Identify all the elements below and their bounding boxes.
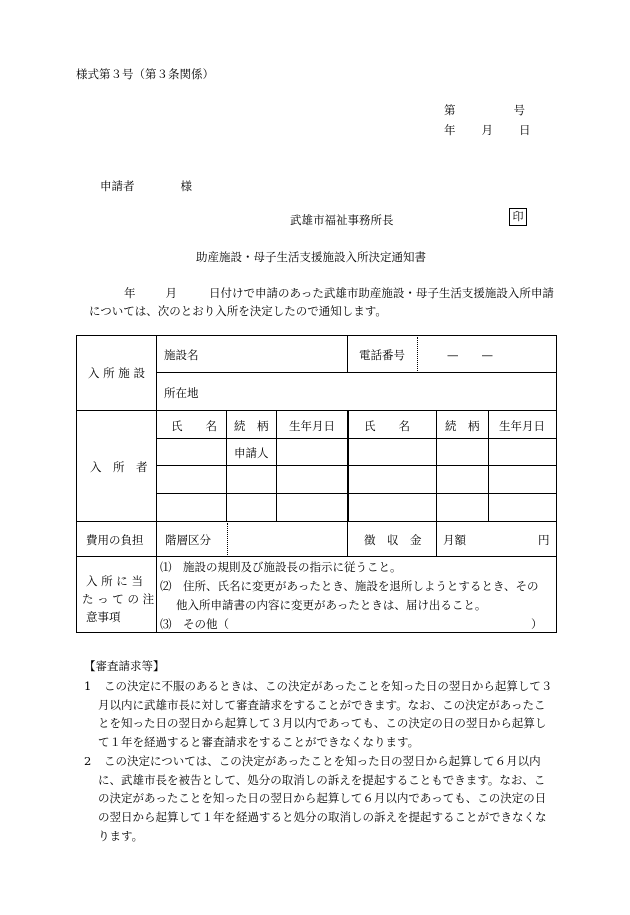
yen-unit: 円	[538, 533, 550, 547]
appeal-item-2-text: この決定については、この決定があったことを知った日の翌日から起算して６月以内に、武雄市長を被告として、処分の取消しの訴えを提起することもできます。なお、この決定があったことを知った日の翌日から起算して６月以内であっても、この決定の日の翌日から起算して１年を経過すると処分の取消しの訴えを提起することができなくなります。	[98, 754, 547, 843]
note-3: ⑶ その他（	[160, 617, 229, 631]
date-day: 日	[519, 123, 531, 137]
col-relation-1: 続 柄	[234, 419, 269, 433]
document-number-line	[444, 102, 525, 118]
bracket-label: 階層区分	[165, 533, 211, 547]
appeal-item-2	[84, 752, 554, 846]
col-birthdate-1: 生年月日	[289, 419, 335, 433]
document-title: 助産施設・母子生活支援施設入所決定通知書	[196, 250, 426, 264]
cost-header: 費用の負担	[86, 533, 144, 547]
appeal-item-1-number: 1	[84, 679, 92, 693]
number-suffix: 号	[513, 103, 525, 117]
note-2b: 他入所申請書の内容に変更があったときは、届け出ること。	[176, 598, 487, 612]
intro-month: 月	[165, 286, 177, 300]
notes-header-1: 入 所 に 当	[86, 574, 143, 588]
phone-dashes: — —	[447, 348, 493, 362]
facility-header: 入 所 施 設	[88, 366, 145, 380]
honorific: 様	[180, 179, 192, 193]
appeal-item-1	[84, 677, 554, 752]
seal-mark: 印	[509, 208, 527, 226]
intro-year: 年	[124, 286, 136, 300]
collection-label: 徴 収 金	[364, 533, 422, 547]
date-month: 月	[481, 123, 493, 137]
col-birthdate-2: 生年月日	[499, 419, 545, 433]
date-year: 年	[444, 123, 456, 137]
appeal-item-1-text: この決定に不服のあるときは、この決定があったことを知った日の翌日から起算して３月以内に武雄市長に対して審査請求をすることができます。なお、この決定があったことを知った日の翌日から起算して３月以内であっても、この決定の日の翌日から起算して１年を経過すると審査請求をすることができなくなります。	[98, 679, 553, 750]
appeal-item-2-number: 2	[84, 754, 92, 768]
phone-label: 電話番号	[359, 348, 405, 362]
note-3-close: ）	[531, 617, 543, 631]
notes-header-3: 意事項	[86, 610, 121, 624]
applicant-label: 申請者	[100, 179, 135, 193]
col-name-2: 氏 名	[364, 419, 410, 433]
residents-header: 入 所 者	[90, 460, 148, 474]
intro-text-1: 日付けで申請のあった武雄市助産施設・母子生活支援施設入所申請	[209, 286, 554, 300]
note-1: ⑴ 施設の規則及び施設長の指示に従うこと。	[160, 560, 402, 574]
intro-line-1	[124, 285, 554, 301]
appeal-title: 【審査請求等】	[84, 659, 165, 673]
decision-table	[76, 335, 557, 633]
issue-date-line	[444, 122, 531, 138]
notes-header-2: た っ て の 注	[82, 592, 155, 606]
form-number: 様式第３号（第３条関係）	[76, 67, 214, 81]
number-prefix: 第	[444, 103, 456, 117]
address-label: 所在地	[164, 386, 199, 400]
note-2a: ⑵ 住所、氏名に変更があったとき、施設を退所しようとするとき、その	[160, 579, 539, 593]
col-name-1: 氏 名	[171, 419, 217, 433]
applicant-relation: 申請人	[234, 446, 269, 460]
issuer-name: 武雄市福祉事務所長	[290, 213, 394, 227]
facility-name-label: 施設名	[164, 348, 199, 362]
intro-line-2: については、次のとおり入所を決定したので通知します。	[89, 304, 387, 318]
monthly-label: 月額	[443, 533, 466, 547]
addressee-line	[100, 178, 192, 194]
col-relation-2: 続 柄	[445, 419, 480, 433]
